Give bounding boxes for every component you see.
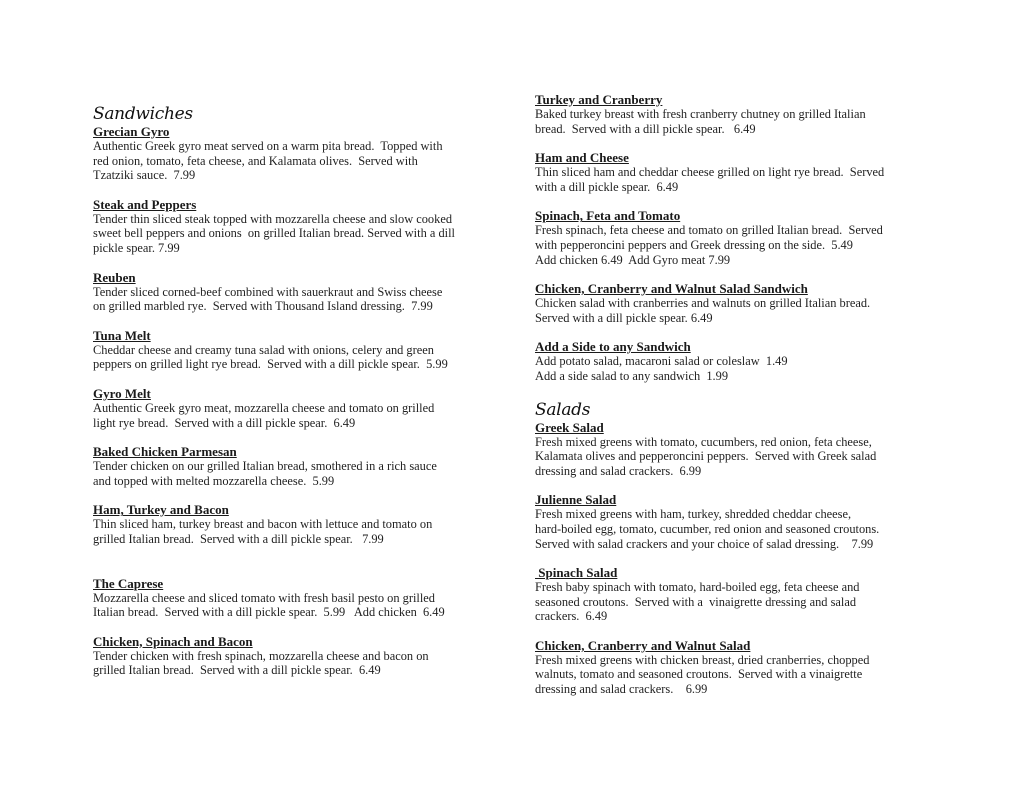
item-description [535, 507, 955, 551]
desc-line: crackers. 6.49 [535, 609, 608, 624]
item-name: Chicken, Spinach and Bacon [93, 633, 253, 649]
item-description [535, 435, 955, 479]
desc-line: Tzatziki sauce. 7.99 [93, 168, 196, 183]
desc-line: Authentic Greek gyro meat, mozzarella cheese and tomato on grilled [93, 400, 435, 415]
desc-line: walnuts, tomato and seasoned croutons. Served with a vinaigrette [535, 667, 863, 682]
item-description [93, 459, 513, 488]
item-description [93, 517, 513, 546]
menu-item-julienne-salad [535, 492, 955, 551]
right-column [535, 92, 955, 697]
item-description [535, 580, 955, 624]
item-name: Add a Side to any Sandwich [535, 339, 691, 355]
desc-line: light rye bread. Served with a dill pickle spear. 6.49 [93, 415, 356, 430]
item-name: Greek Salad [535, 419, 604, 435]
menu-item-add-a-side [535, 339, 955, 383]
desc-line: Tender sliced corned-beef combined with sauerkraut and Swiss cheese [93, 284, 443, 299]
desc-line: Tender chicken with fresh spinach, mozzarella cheese and bacon on [93, 648, 429, 663]
item-name: Baked Chicken Parmesan [93, 444, 237, 460]
desc-line: Add a side salad to any sandwich 1.99 [535, 368, 729, 383]
desc-line: sweet bell peppers and onions on grilled Italian bread. Served with a dill [93, 226, 455, 241]
menu-item-steak-and-peppers [93, 197, 513, 256]
item-name: Chicken, Cranberry and Walnut Salad [535, 637, 751, 653]
item-description [535, 296, 955, 325]
item-description [93, 139, 513, 183]
item-description [93, 401, 513, 430]
desc-line: grilled Italian bread. Served with a dill pickle spear. 7.99 [93, 531, 384, 546]
menu-item-spinach-feta-tomato [535, 208, 955, 267]
menu-item-chicken-cranberry-walnut-sandwich [535, 281, 955, 325]
desc-line: Add chicken 6.49 Add Gyro meat 7.99 [535, 252, 731, 267]
section-title-salads: Salads [535, 399, 591, 420]
menu-item-baked-chicken-parmesan [93, 444, 513, 488]
item-name: Spinach Salad [535, 565, 618, 581]
desc-line: Served with salad crackers and your choice of salad dressing. 7.99 [535, 536, 874, 551]
desc-line: Italian bread. Served with a dill pickle spear. 5.99 Add chicken 6.49 [93, 605, 445, 620]
menu-item-gyro-melt [93, 386, 513, 430]
menu-item-the-caprese [93, 576, 513, 620]
desc-line: Tender chicken on our grilled Italian bread, smothered in a rich sauce [93, 459, 437, 474]
menu-item-grecian-gyro [93, 124, 513, 183]
item-name: Ham, Turkey and Bacon [93, 502, 229, 518]
item-description [93, 649, 513, 678]
desc-line: Fresh spinach, feta cheese and tomato on grilled Italian bread. Served [535, 223, 883, 238]
desc-line: Kalamata olives and pepperoncini peppers. Served with Greek salad [535, 449, 877, 464]
desc-line: Cheddar cheese and creamy tuna salad with onions, celery and green [93, 342, 434, 357]
menu-item-tuna-melt [93, 328, 513, 372]
desc-line: grilled Italian bread. Served with a dill pickle spear. 6.49 [93, 663, 381, 678]
item-name: Chicken, Cranberry and Walnut Salad Sandwich [535, 281, 808, 297]
item-name: Gyro Melt [93, 385, 151, 401]
item-description [93, 343, 513, 372]
desc-line: Tender thin sliced steak topped with mozzarella cheese and slow cooked [93, 211, 453, 226]
desc-line: with pepperoncini peppers and Greek dressing on the side. 5.49 [535, 237, 853, 252]
desc-line: bread. Served with a dill pickle spear. 6.49 [535, 121, 756, 136]
item-description [93, 285, 513, 314]
desc-line: Served with a dill pickle spear. 6.49 [535, 310, 713, 325]
menu-item-spinach-salad [535, 565, 955, 624]
item-description [535, 653, 955, 697]
desc-line: hard-boiled egg, tomato, cucumber, red onion and seasoned croutons. [535, 521, 880, 536]
menu-item-ham-and-cheese [535, 150, 955, 194]
item-name: Steak and Peppers [93, 196, 197, 212]
desc-line: Fresh baby spinach with tomato, hard-boiled egg, feta cheese and [535, 580, 860, 595]
desc-line: dressing and salad crackers. 6.99 [535, 682, 708, 697]
desc-line: Chicken salad with cranberries and walnuts on grilled Italian bread. [535, 296, 871, 311]
desc-line: Thin sliced ham and cheddar cheese grilled on light rye bread. Served [535, 165, 885, 180]
desc-line: Fresh mixed greens with tomato, cucumbers, red onion, feta cheese, [535, 434, 872, 449]
item-name: Spinach, Feta and Tomato [535, 208, 681, 224]
menu-item-turkey-and-cranberry [535, 92, 955, 136]
item-description [535, 223, 955, 267]
item-description [535, 354, 955, 383]
item-name: Grecian Gyro [93, 124, 170, 139]
menu-item-chicken-cranberry-walnut-salad [535, 638, 955, 697]
section-title-sandwiches: Sandwiches [93, 104, 193, 124]
item-name: Ham and Cheese [535, 150, 629, 166]
desc-line: Baked turkey breast with fresh cranberry chutney on grilled Italian [535, 107, 866, 121]
desc-line: dressing and salad crackers. 6.99 [535, 463, 702, 478]
item-description [535, 107, 955, 136]
item-name: Tuna Melt [93, 327, 151, 343]
desc-line: seasoned croutons. Served with a vinaigrette dressing and salad [535, 594, 857, 609]
desc-line: and topped with melted mozzarella cheese. 5.99 [93, 473, 335, 488]
item-name: Julienne Salad [535, 492, 617, 508]
item-description [93, 591, 513, 620]
desc-line: with a dill pickle spear. 6.49 [535, 179, 679, 194]
item-name: The Caprese [93, 575, 164, 591]
desc-line: Authentic Greek gyro meat served on a warm pita bread. Topped with [93, 139, 443, 153]
menu-item-reuben [93, 270, 513, 314]
menu-item-greek-salad [535, 420, 955, 479]
item-name: Turkey and Cranberry [535, 92, 663, 107]
item-description [535, 165, 955, 194]
desc-line: pickle spear. 7.99 [93, 240, 180, 255]
menu-item-chicken-spinach-bacon [93, 634, 513, 678]
desc-line: Add potato salad, macaroni salad or coleslaw 1.49 [535, 354, 788, 369]
desc-line: Thin sliced ham, turkey breast and bacon with lettuce and tomato on [93, 517, 433, 532]
desc-line: on grilled marbled rye. Served with Thousand Island dressing. 7.99 [93, 299, 433, 314]
menu-item-ham-turkey-bacon [93, 502, 513, 546]
desc-line: peppers on grilled light rye bread. Served with a dill pickle spear. 5.99 [93, 357, 448, 372]
left-column [93, 104, 513, 678]
desc-line: red onion, tomato, feta cheese, and Kalamata olives. Served with [93, 153, 418, 168]
desc-line: Fresh mixed greens with chicken breast, dried cranberries, chopped [535, 652, 870, 667]
item-description [93, 212, 513, 256]
item-name: Reuben [93, 269, 136, 285]
desc-line: Fresh mixed greens with ham, turkey, shredded cheddar cheese, [535, 507, 852, 522]
desc-line: Mozzarella cheese and sliced tomato with fresh basil pesto on grilled [93, 590, 436, 605]
